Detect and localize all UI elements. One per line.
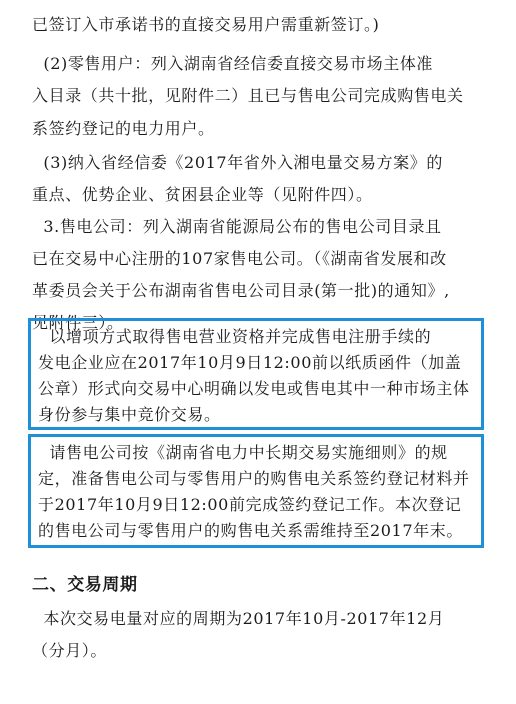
highlight-line: 定，准备售电公司与零售用户的购售电关系签约登记材料并 <box>38 469 470 488</box>
paragraph-line: 已在交易中心注册的107家售电公司。（《湖南省发展和改 <box>32 249 447 268</box>
paragraph-line: （分月）。 <box>32 641 108 660</box>
highlight-line: 公章）形式向交易中心明确以发电或售电其中一种市场主体 <box>38 379 470 398</box>
paragraph-line: 革委员会关于公布湖南省售电公司目录(第一批)的通知》, <box>32 281 450 300</box>
paragraph-line: 本次交易电量对应的周期为2017年10月-2017年12月 <box>32 609 445 628</box>
paragraph-line: 系签约登记的电力用户。 <box>32 119 215 138</box>
highlight-line: 发电企业应在2017年10月9日12:00前以纸质函件（加盖 <box>38 353 462 372</box>
paragraph-line: 入目录（共十批，见附件二）且已与售电公司完成购售电关 <box>32 86 464 105</box>
highlight-line: 请售电公司按《湖南省电力中长期交易实施细则》的规 <box>38 443 448 462</box>
paragraph-line: (2)零售用户：列入湖南省经信委直接交易市场主体准 <box>32 54 434 73</box>
paragraph-line: 见附件三）。 <box>32 313 124 332</box>
highlight-line: 身份参与集中竞价交易。 <box>38 405 221 424</box>
highlight-line: 于2017年10月9日12:00前完成签约登记工作。本次登记 <box>38 495 462 514</box>
paragraph-line: 3.售电公司：列入湖南省能源局公布的售电公司目录且 <box>32 217 442 236</box>
highlight-line: 以增项方式取得售电营业资格并完成售电注册手续的 <box>38 327 432 346</box>
paragraph-line: 已签订入市承诺书的直接交易用户需重新签订。) <box>32 15 380 34</box>
paragraph-line: (3)纳入省经信委《2017年省外入湘电量交易方案》的 <box>32 153 443 172</box>
highlight-line: 的售电公司与零售用户的购售电关系需维持至2017年末。 <box>38 521 463 540</box>
section-heading: 二、交易周期 <box>32 575 138 595</box>
paragraph-line: 重点、优势企业、贫困县企业等（见附件四）。 <box>32 185 373 204</box>
